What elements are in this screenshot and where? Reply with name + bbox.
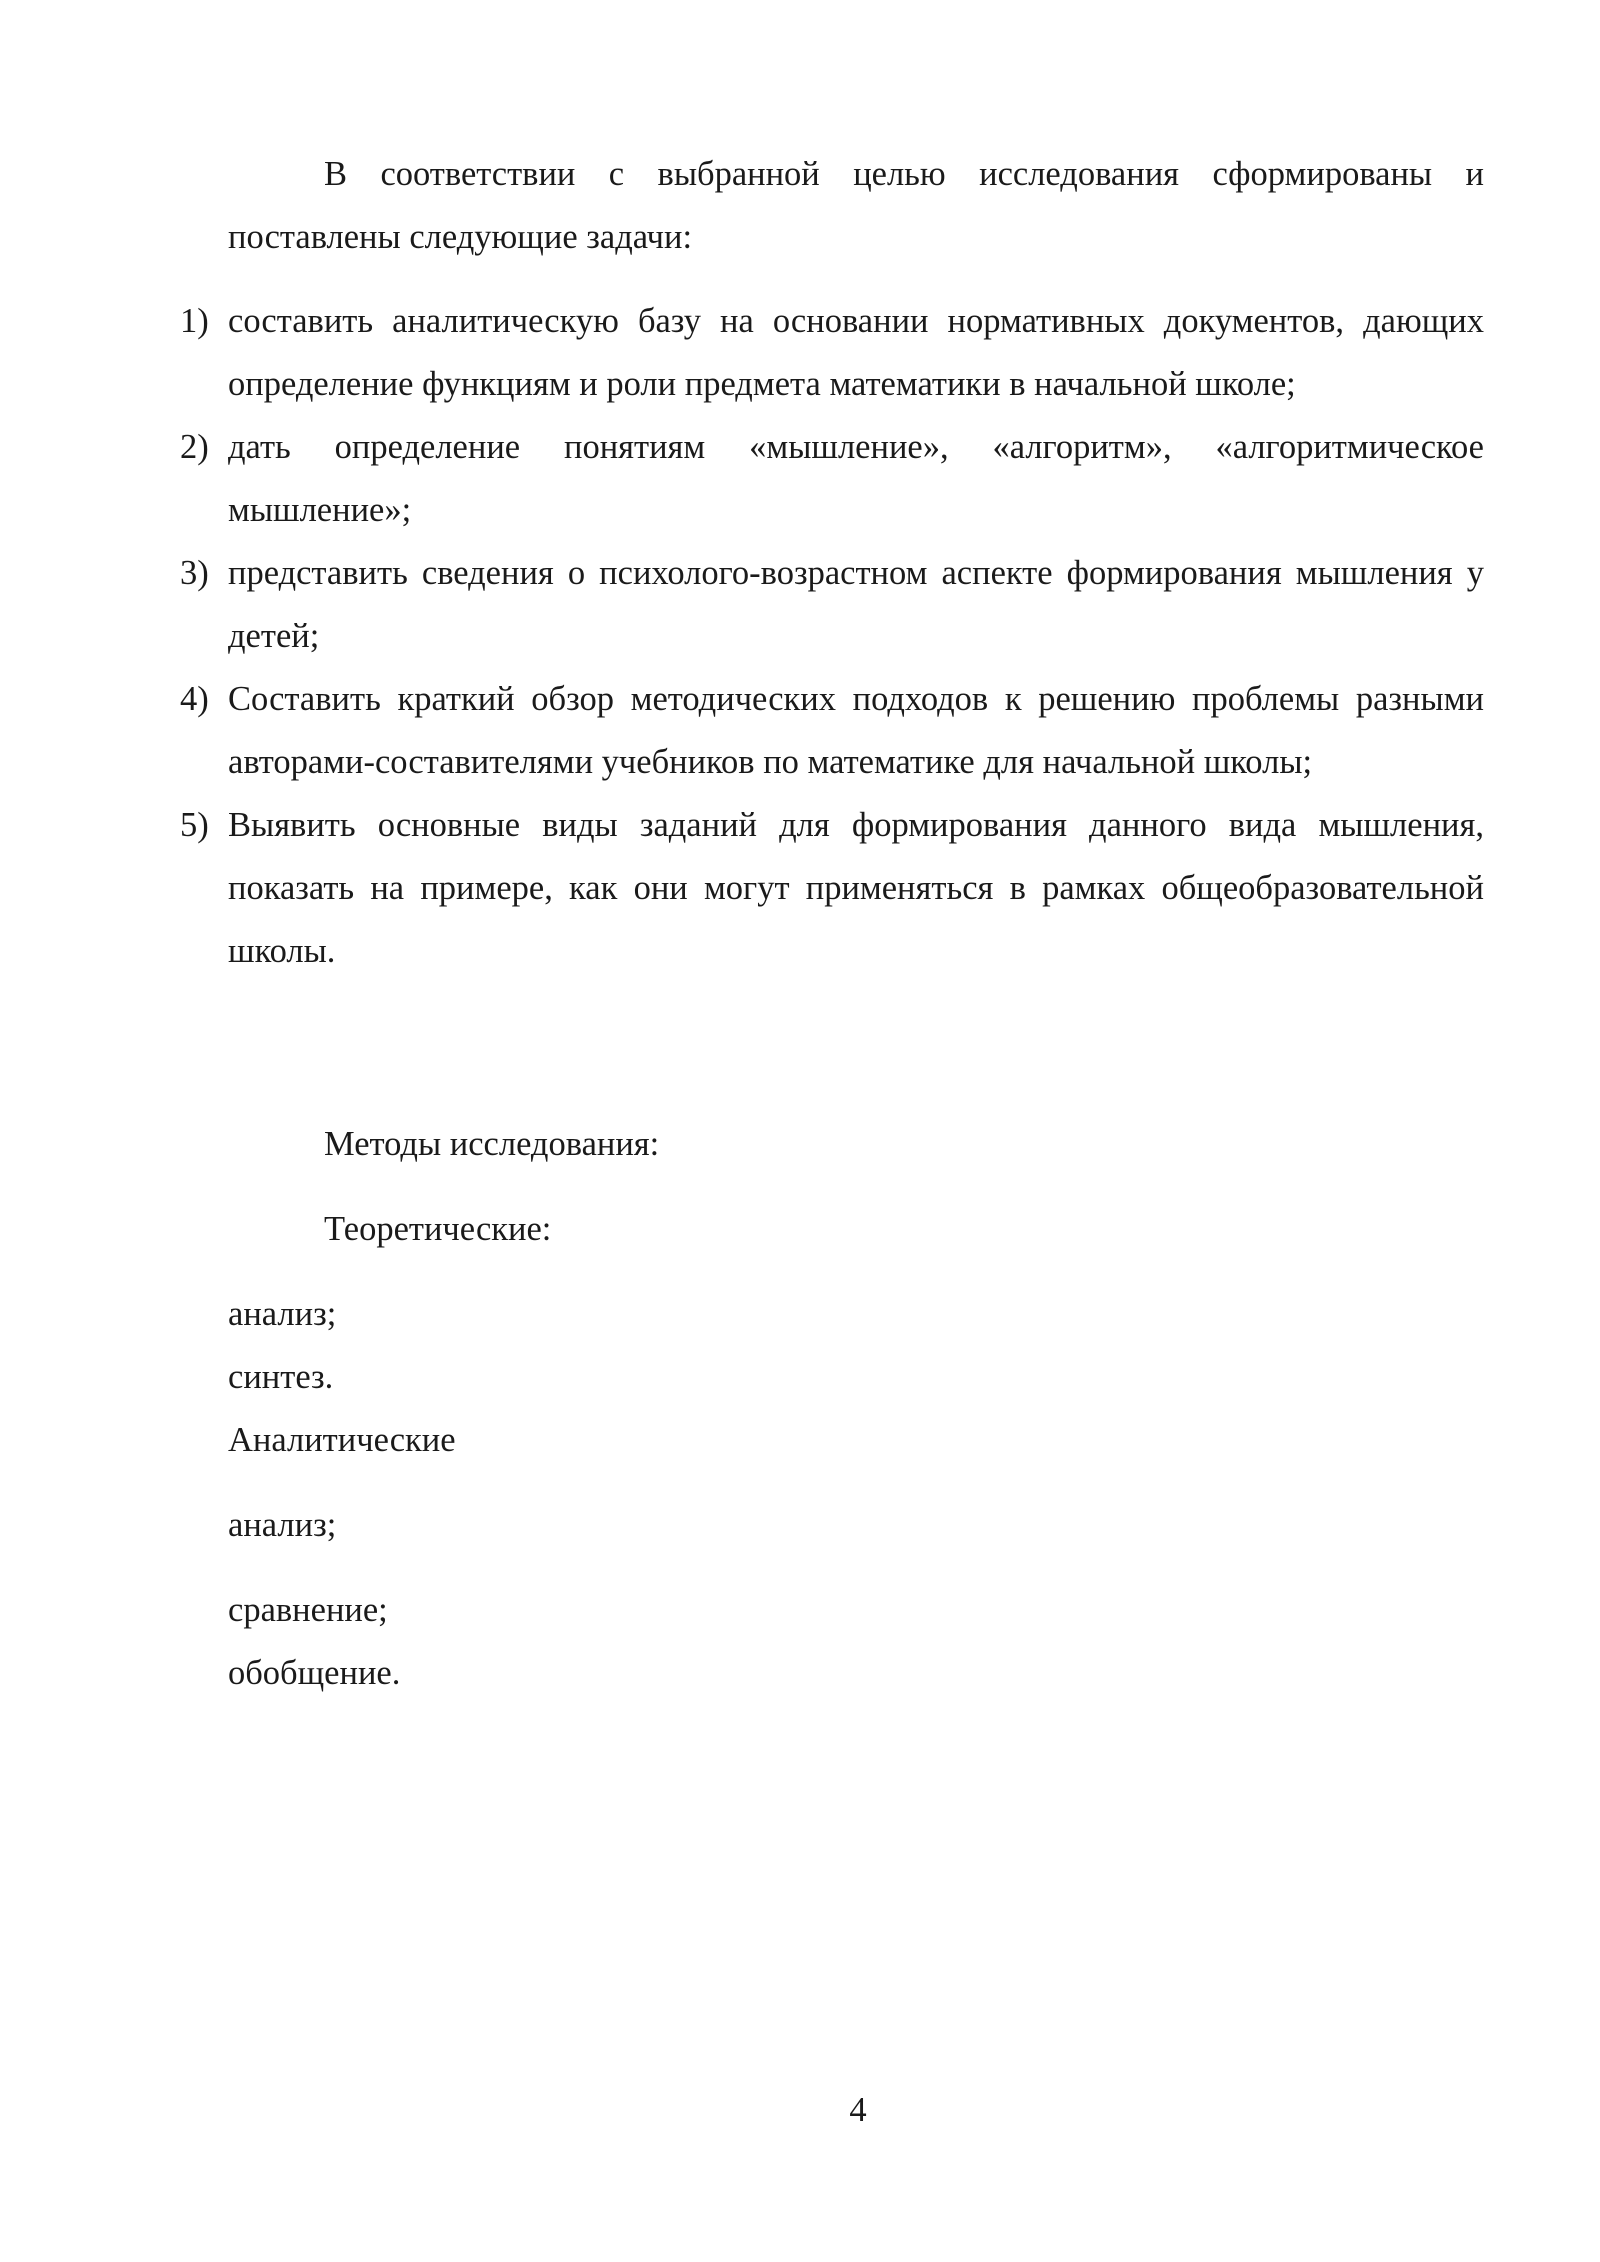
intro-paragraph: В соответствии с выбранной целью исследования сформированы и поставлены следующие задачи: — [228, 155, 1484, 256]
theoretical-item: синтез. — [228, 1358, 334, 1396]
analytical-item: обобщение. — [228, 1654, 401, 1692]
list-item-text: составить аналитическую базу на основании нормативных документов, дающих определение функциям и роли предмета математики в начальной школе; — [228, 302, 1484, 403]
list-item-number: 5) — [180, 806, 209, 844]
list-item — [180, 542, 1484, 668]
theoretical-heading: Теоретические: — [324, 1210, 552, 1248]
methods-heading: Методы исследования: — [324, 1125, 660, 1163]
list-item-text: дать определение понятиям «мышление», «алгоритм», «алгоритмическое мышление»; — [228, 428, 1484, 529]
list-item-text: представить сведения о психолого-возрастном аспекте формирования мышления у детей; — [228, 554, 1484, 655]
analytical-item: сравнение; — [228, 1591, 388, 1629]
list-item — [180, 668, 1484, 794]
list-item-number: 1) — [180, 302, 209, 340]
page-number: 4 — [849, 2091, 867, 2129]
analytical-item: анализ; — [228, 1506, 337, 1544]
list-item-text: Выявить основные виды заданий для формирования данного вида мышления, показать на примере, как они могут применяться в рамках общеобразовательной школы. — [228, 806, 1484, 970]
list-item-number: 2) — [180, 428, 209, 466]
theoretical-item: анализ; — [228, 1295, 337, 1333]
list-item-number: 4) — [180, 680, 209, 718]
analytical-heading: Аналитические — [228, 1421, 456, 1459]
list-item-number: 3) — [180, 554, 209, 592]
list-item — [180, 794, 1484, 983]
list-item — [180, 290, 1484, 416]
task-list — [180, 290, 1484, 983]
list-item-text: Составить краткий обзор методических подходов к решению проблемы разными авторами-составителями учебников по математике для начальной школы; — [228, 680, 1484, 781]
list-item — [180, 416, 1484, 542]
